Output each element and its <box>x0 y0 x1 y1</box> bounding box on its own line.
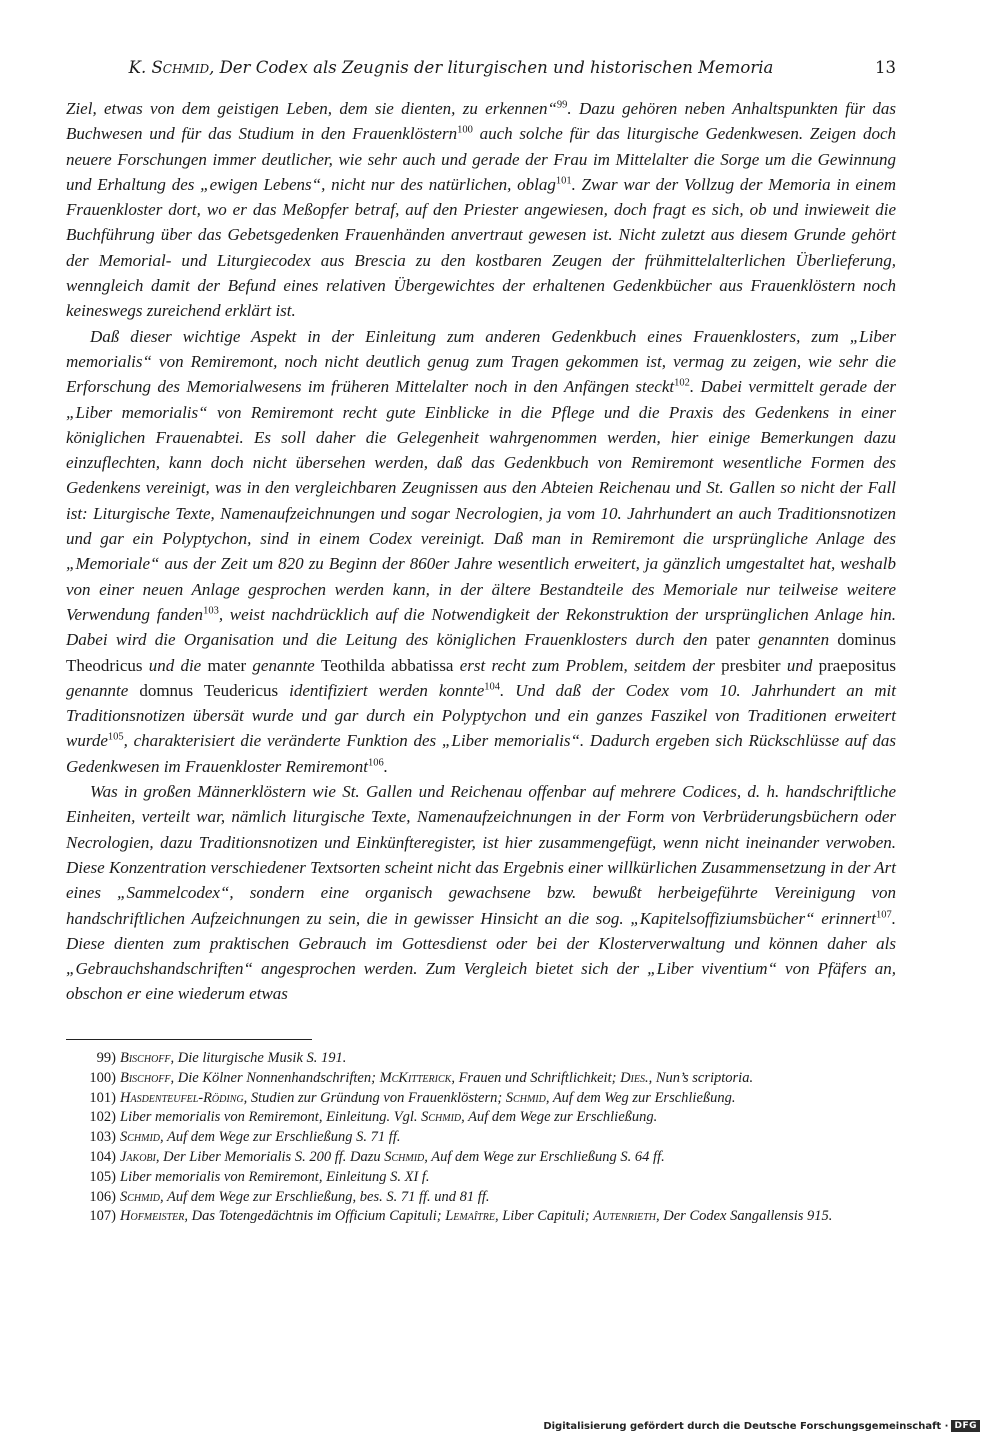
footnote-106: 106) Schmid, Auf dem Wege zur Erschließung, bes. S. 71 ff. und 81 ff. <box>89 1188 490 1205</box>
footnote-divider <box>66 1039 312 1040</box>
footnote-99: 99) Bischoff, Die liturgische Musik S. 191. <box>96 1050 347 1066</box>
footnote-100: 100) Bischoff, Die Kölner Nonnenhandschriften; McKitterick, Frauen und Schriftlichkeit; Dies., Nun’s scriptoria. <box>89 1069 754 1086</box>
digitization-credit <box>543 1420 980 1432</box>
footnote-ref-107[interactable]: 107 <box>876 908 892 920</box>
footnote-102: 102) Liber memorialis von Remiremont, Einleitung. Vgl. Schmid, Auf dem Wege zur Erschließung. <box>89 1109 658 1126</box>
paragraph-3: Was in großen Männerklöstern wie St. Gallen und Reichenau offenbar auf mehrere Codices, d. h. handschriftliche Einheiten, verteilt war, nämlich liturgische Texte, Namenaufzeichnungen in der Form von Verbrüderungsbüchern oder Necrologien, dazu Traditionsnotizen und Einkünfteregister, ist hier zusammengefügt, wenn nicht ineinander verwoben. Diese Konzentration verschiedener Textsorten scheint nicht das Ergebnis einer willkürlichen Zusammensetzung in der Art eines „Sammelcodex“, sondern eine organisch gewachsene bzw. bewußt herbeigeführte Vereinigung von handschriftlichen Aufzeichnungen zu sein, die in gewisser Hinsicht an die sog. „Kapitelsoffiziumsbücher“ erinnert$^{107}$. Diese dienten zum praktischen Gebrauch im Gottesdienst oder bei der Klosterverwaltung und können daher als „Gebrauchshandschriften“ angesprochen werden. Zum Vergleich bietet sich der „Liber viventium“ von Pfäfers an, obschon er eine wiederum etwas <box>66 782 896 1004</box>
footnote-ref-104[interactable]: 104 <box>484 681 500 693</box>
footnote-ref-105[interactable]: 105 <box>107 731 124 743</box>
footnote-ref-101[interactable]: 101 <box>555 175 572 187</box>
paragraph-1: Ziel, etwas von dem geistigen Leben, dem sie dienten, zu erkennen“$^{99}$. Dazu gehören neben Anhaltspunkten für das Buchwesen und für das Studium in den Frauenklöstern$^{100}$ auch solche für das liturgische Gedenkwesen. Zeigen doch neuere Forschungen immer deutlicher, wie sehr auch und gerade der Frau im Mittelalter die Sorge um die Gewinnung und Erhaltung des „ewigen Lebens“, nicht nur des natürlichen, oblag$^{101}$. Zwar war der Vollzug der Memoria in einem Frauenkloster dort, wo er das Meßopfer betraf, auf den Priester angewiesen, doch fragt es sich, ob und inwieweit die Buchführung über das Gebetsgedenken Frauenhänden anvertraut gewesen ist. Nicht zuletzt aus diesem Grunde gehört der Memorial- und Liturgiecodex aus Brescia zu den kostbaren Zeugen der frühmittelalterlichen Überlieferung, wenngleich damit der Befund eines relativen Übergewichtes der erhaltenen Gedenkbücher aus Frauenklöstern noch keineswegs zureichend erklärt ist. <box>66 99 896 321</box>
body-text <box>66 96 896 1007</box>
footnote-ref-102[interactable]: 102 <box>674 377 690 389</box>
footnote-104: 104) Jakobi, Der Liber Memorialis S. 200 ff. Dazu Schmid, Auf dem Wege zur Erschließung S. 64 ff. <box>89 1148 665 1165</box>
credit-text: Digitalisierung gefördert durch die Deutsche Forschungsgemeinschaft · <box>543 1420 949 1432</box>
footnote-ref-103[interactable]: 103 <box>203 605 219 617</box>
footnote-103: 103) Schmid, Auf dem Wege zur Erschließung S. 71 ff. <box>89 1129 401 1146</box>
dfg-logo: DFG <box>951 1420 980 1432</box>
paragraph-2: Daß dieser wichtige Aspekt in der Einleitung zum anderen Gedenkbuch eines Frauenklosters, zum „Liber memorialis“ von Remiremont, noch nicht deutlich genug zum Tragen gekommen ist, vermag zu zeigen, wie sehr die Erforschung des Memorialwesens im früheren Mittelalter noch in den Anfängen steckt$^{102}$. Dabei vermittelt gerade der „Liber memorialis“ von Remiremont recht gute Einblicke in die Pflege und die Praxis des Gedenkens in einer königlichen Frauenabtei. Es soll daher die Gelegenheit wahrgenommen werden, hier einige Bemerkungen dazu einzuflechten, kann doch nicht übersehen werden, daß das Gedenkbuch von Remiremont wesentliche Formen des Gedenkens vereinigt, was in den vergleichbaren Zeugnissen aus den Abteien Reichenau und St. Gallen so nicht der Fall ist: Liturgische Texte, Namenaufzeichnungen und sogar Necrologien, ja vom 10. Jahrhundert an auch Traditionsnotizen und gar ein Polyptychon, sind in einem Codex vereinigt. Daß man in Remiremont die ursprüngliche Anlage des „Memoriale“ aus der Zeit um 820 zu Beginn der 860er Jahre wesentlich erweitert, ja gänzlich umgestaltet hat, weshalb von einer neuen Anlage gesprochen werden kann, in der ältere Bestandteile des Memoriale nur teilweise weitere Verwendung fanden$^{103}$, weist nachdrücklich auf die Notwendigkeit der Rekonstruktion der ursprünglichen Anlage hin. Dabei wird die Organisation und die Leitung des königlichen Frauenklosters durch den pater genannten dominus Theodricus und die mater genannte Teothilda abbatissa erst recht zum Problem, seitdem der presbiter und praepositus genannte domnus Teudericus identifiziert werden konnte$^{104}$. Und daß der Codex vom 10. Jahrhundert an mit Traditionsnotizen übersät wurde und gar durch ein Polyptychon und ein ganzes Faszikel von Traditionen erweitert wurde$^{105}$, charakterisiert die veränderte Funktion des „Liber memorialis“. Dadurch ergeben sich Rückschlüsse auf das Gedenkwesen im Frauenkloster Remiremont$^{106}$. <box>66 326 897 776</box>
footnote-107: 107) Hofmeister, Das Totengedächtnis im Officium Capituli; Lemaître, Liber Capituli; Autenrieth, Der Codex Sangallensis 915. <box>89 1208 833 1225</box>
header-author: K. Schmid <box>128 58 210 77</box>
running-header <box>66 58 896 86</box>
footnote-ref-106[interactable]: 106 <box>367 757 384 769</box>
footnote-ref-99[interactable]: 99 <box>556 99 568 111</box>
running-title <box>66 58 836 77</box>
header-title: , Der Codex als Zeugnis der liturgischen und historischen Memoria <box>209 58 774 77</box>
footnotes <box>66 1049 896 1227</box>
footnote-105: 105) Liber memorialis von Remiremont, Einleitung S. XI f. <box>89 1168 430 1185</box>
footnote-101: 101) Hasdenteufel-Röding, Studien zur Gründung von Frauenklöstern; Schmid, Auf dem Weg zur Erschließung. <box>89 1089 736 1106</box>
footnote-ref-100[interactable]: 100 <box>457 124 473 136</box>
page-number: 13 <box>875 58 896 77</box>
